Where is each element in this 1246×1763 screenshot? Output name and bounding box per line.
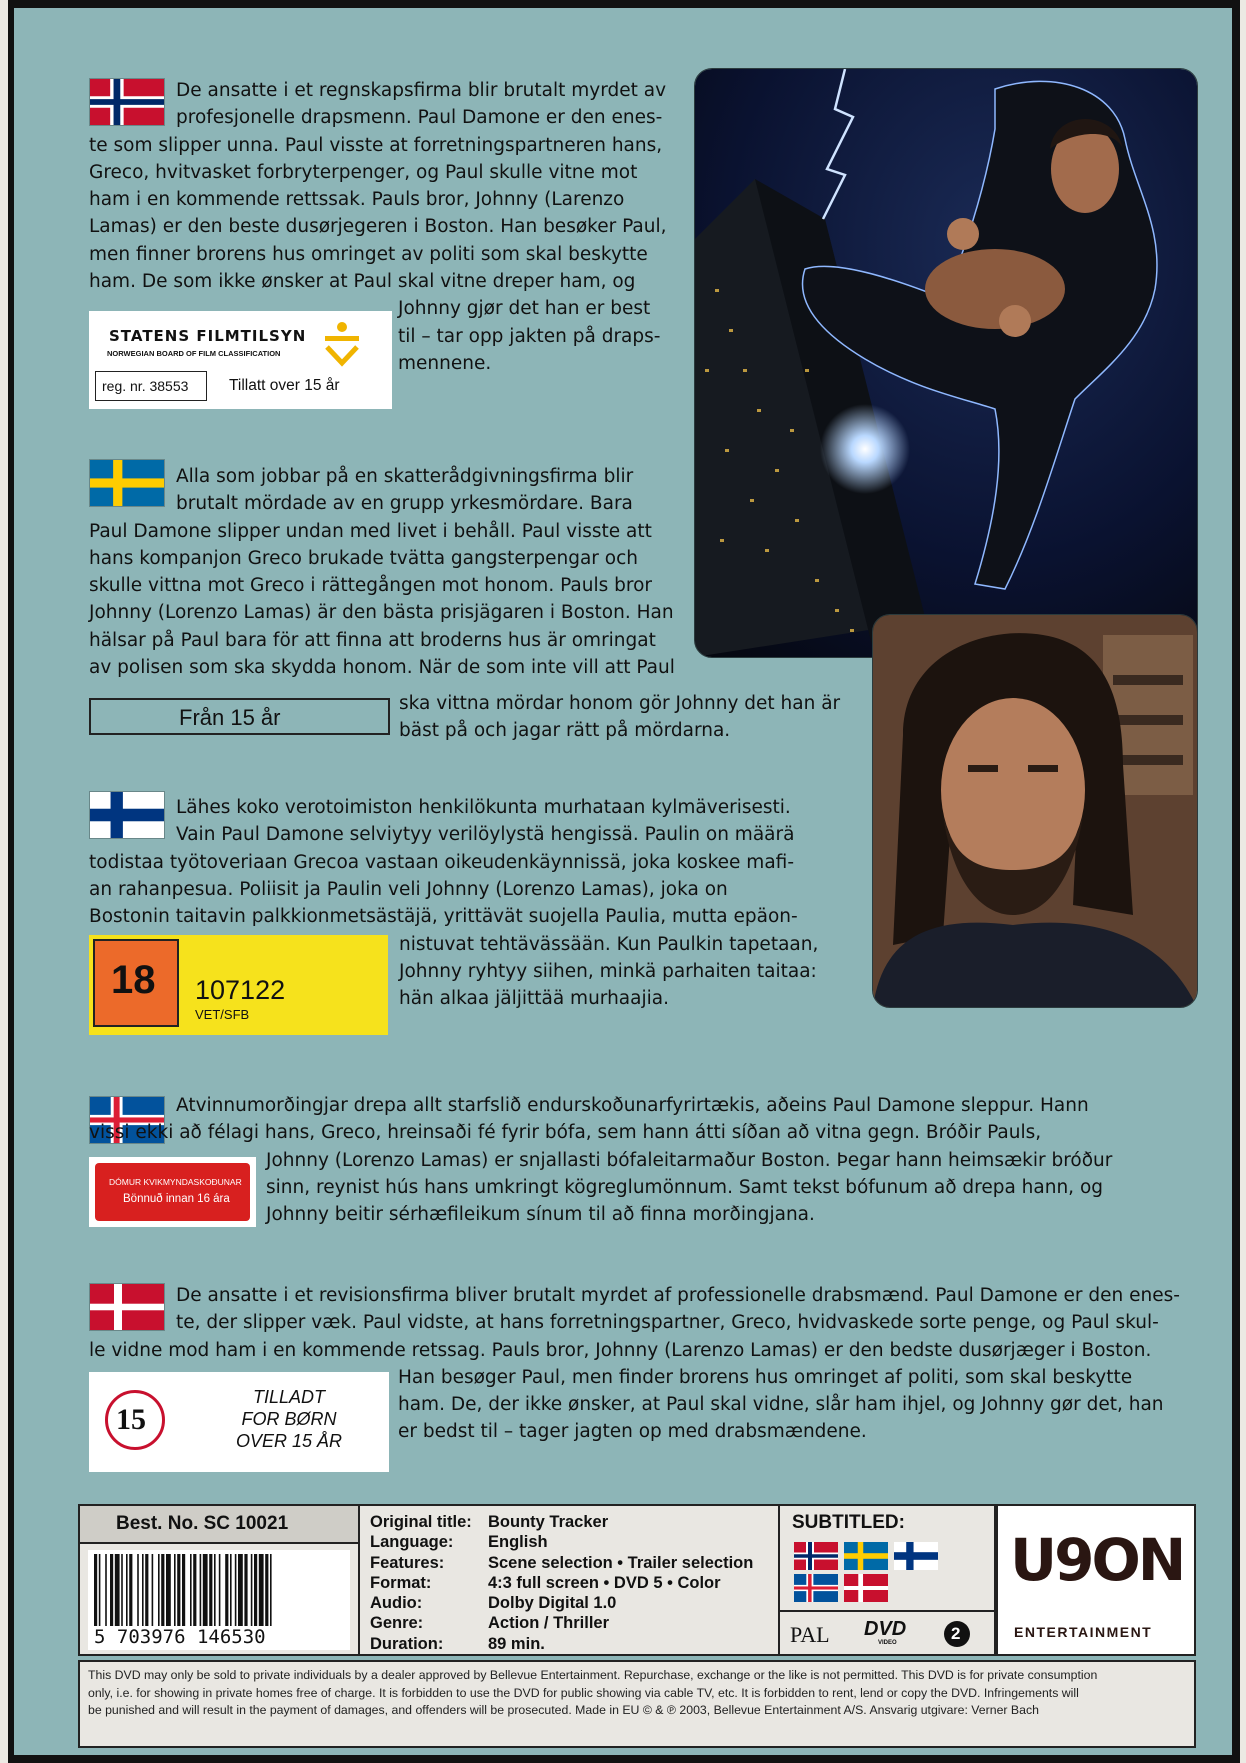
barcode-bar — [203, 1554, 208, 1626]
rating-age: Från 15 år — [179, 705, 281, 730]
disclaimer — [78, 1660, 1196, 1748]
barcode-bar — [177, 1554, 180, 1626]
rating-age: Tillatt over 15 år — [229, 377, 340, 394]
barcode-icon — [88, 1554, 350, 1626]
barcode-bar — [244, 1554, 247, 1626]
subtitles-cell — [778, 1504, 996, 1656]
text-line: ska vittna mördar honom gör Johnny det han är — [399, 693, 841, 714]
text-line: nistuvat tehtävässään. Kun Paulkin tapetaan, — [399, 933, 819, 955]
detail-value: Dolby Digital 1.0 — [488, 1594, 617, 1613]
danish-synopsis — [176, 1282, 1180, 1337]
icelandic-synopsis-right — [266, 1147, 1112, 1229]
barcode-bar — [121, 1554, 123, 1626]
rating-number: 107122 — [195, 975, 286, 1005]
text-line: men finner brorens hus omringet av politi som skal beskytte — [89, 243, 648, 265]
barcode-bar — [174, 1554, 176, 1626]
rating-age: 18 — [111, 958, 156, 1002]
barcode-bar — [129, 1554, 132, 1626]
text-line: er bedst til – tager jagten op med drabsmændene. — [398, 1421, 867, 1443]
disclaimer-line: only, i.e. for showing in private homes free of charge. It is forbidden to use the DVD for public showing via cable TV, etc. It is forbidden to rent, lend or copy the DVD. Infringements will — [88, 1685, 1079, 1700]
danish-rating-label — [89, 1372, 389, 1472]
subtitle-sweden-flag-icon — [844, 1542, 888, 1570]
barcode-bar — [265, 1554, 268, 1626]
subtitle-denmark-flag-icon — [844, 1574, 888, 1602]
denmark-flag — [89, 1283, 165, 1331]
detail-label: Original title: — [370, 1513, 472, 1531]
dvd-logo-sub: VIDEO — [878, 1640, 897, 1646]
region-2-icon — [944, 1621, 970, 1647]
swedish-synopsis-cont — [89, 518, 675, 682]
text-line: brutalt mördade av en grupp yrkesmördare. Bara — [176, 493, 633, 515]
details-cell — [360, 1504, 778, 1656]
barcode-bar — [110, 1554, 113, 1626]
format-strip — [780, 1610, 994, 1656]
reg-number-box — [95, 371, 207, 401]
text-line: Han besøger Paul, men finder brorens hus omringet af politi, som skal beskytte — [398, 1366, 1133, 1388]
text-line: todistaa työtoveriaan Grecoa vastaan oikeudenkäynnissä, joka koskee mafi- — [89, 851, 794, 873]
finnish-synopsis-right — [399, 931, 818, 1013]
barcode-bg — [88, 1550, 350, 1650]
reg-number: reg. nr. 38553 — [102, 378, 189, 394]
detail-label: Format: — [370, 1573, 432, 1592]
catalog-number: Best. No. SC 10021 — [116, 1513, 289, 1534]
age-badge — [93, 939, 179, 1027]
detail-value: Action / Thriller — [488, 1614, 610, 1633]
text-line: av polisen som ska skydda honom. När de som inte vill att Paul — [89, 657, 675, 679]
rating-org: STATENS FILMTILSYN — [109, 327, 307, 345]
rating-org-en: NORWEGIAN BOARD OF FILM CLASSIFICATION — [107, 349, 281, 358]
best-no-strip — [80, 1506, 358, 1544]
subtitle-iceland-flag-icon — [794, 1574, 838, 1602]
detail-value: English — [488, 1533, 548, 1552]
text-line: ham i en kommende rettssak. Pauls bror, Johnny (Larenzo — [89, 189, 625, 211]
rating-org: VET/SFB — [195, 1007, 250, 1022]
barcode-bar — [209, 1554, 212, 1626]
text-line: Lähes koko verotoimiston henkilökunta murhataan kylmäverisesti. — [176, 797, 791, 818]
detail-value: 4:3 full screen • DVD 5 • Color — [488, 1573, 721, 1592]
subtitled-label: SUBTITLED: — [792, 1512, 905, 1533]
text-line: Greco, hvitvasket forbryterpenger, og Paul skulle vitne mot — [89, 161, 638, 183]
finnish-rating-label — [89, 935, 388, 1035]
barcode-bar — [270, 1554, 272, 1626]
text-line: profesjonelle drapsmenn. Paul Damone er den enes- — [176, 107, 663, 129]
text-line: Bostonin taitavin palkkionmetsästäjä, yrittävät suojella Paulia, mutta epäon- — [89, 906, 798, 928]
barcode-bar — [225, 1554, 228, 1626]
publisher-logo: U9ON — [1010, 1526, 1184, 1594]
age-circle — [105, 1390, 165, 1450]
portrait-photo — [872, 614, 1198, 1008]
text-line: De ansatte i et revisionsfirma bliver brutalt myrdet af professionelle drabsmænd. Paul Damone er den enes- — [176, 1285, 1180, 1306]
publisher-cell — [996, 1504, 1196, 1656]
text-line: ham. De, der ikke ønsker, at Paul skal vidne, slår ham ihjel, og Johnny gør det, han — [398, 1394, 1164, 1416]
text-line: sinn, reynist hús hans umkringt kögreglumönnum. Samt tekst bófunum að drepa hann, og — [266, 1176, 1104, 1198]
text-line: le vidne mod ham i en kommende retssag. Pauls bror, Johnny (Larenzo Lamas) er den bedste dusørjæger i Boston. — [89, 1339, 1152, 1361]
text-line: te, der slipper væk. Paul vidste, at hans forretningspartner, Greco, hvidvaskede sorte penge, og Paul skul- — [176, 1312, 1159, 1334]
barcode-bar — [166, 1554, 171, 1626]
rating-inner — [95, 1163, 250, 1221]
text-line: Alla som jobbar på en skatterådgivningsfirma blir — [176, 466, 634, 487]
barcode-bar — [214, 1554, 216, 1626]
rating-line: TILLADT — [252, 1387, 326, 1407]
icelandic-rating-label — [89, 1157, 256, 1227]
barcode-bar — [126, 1554, 128, 1626]
barcode-bar — [99, 1554, 101, 1626]
rating-age: 15 — [116, 1403, 146, 1436]
rating-text — [199, 1386, 379, 1452]
rating-line: OVER 15 ÅR — [235, 1431, 343, 1451]
barcode-digits: 5 703976 146530 — [94, 1626, 266, 1648]
barcode-bar — [259, 1554, 264, 1626]
dvd-logo-text: DVD — [864, 1618, 907, 1640]
disclaimer-line: This DVD may only be sold to private individuals by a dealer approved by Bellevue Entertainment. Repurchase, exchange or the like is not permitted. This DVD is for private consumption — [88, 1668, 1098, 1682]
text-line: Paul Damone slipper undan med livet i behåll. Paul visste att — [89, 520, 652, 542]
detail-value: Bounty Tracker — [488, 1513, 609, 1531]
rating-age: Bönnuð innan 16 ára — [123, 1193, 230, 1205]
action-photo — [694, 68, 1198, 658]
text-line: hans kompanjon Greco brukade tvätta gangsterpengar och — [89, 547, 638, 569]
icelandic-synopsis-cont — [89, 1119, 1041, 1146]
swedish-synopsis-right — [399, 690, 840, 745]
region-number: 2 — [951, 1624, 961, 1643]
barcode-bar — [193, 1554, 196, 1626]
barcode-bar — [238, 1554, 243, 1626]
barcode-bar — [254, 1554, 257, 1626]
finland-flag — [89, 791, 165, 839]
sweden-flag — [89, 459, 165, 507]
barcode-bar — [145, 1554, 148, 1626]
barcode-bar — [251, 1554, 253, 1626]
text-line: Johnny beitir sérhæfileikum sínum til að finna morðingjana. — [266, 1204, 815, 1226]
text-line: skulle vittna mot Greco i rättegången mot honom. Pauls bror — [89, 575, 652, 597]
detail-value: 89 min. — [488, 1634, 545, 1653]
dvd-video-logo-icon — [864, 1618, 930, 1650]
detail-label: Language: — [370, 1533, 454, 1552]
text-line: Lamas) er den beste dusørjegeren i Boston. Han besøker Paul, — [89, 216, 667, 238]
text-line: bäst på och jagar rätt på mördarna. — [399, 720, 731, 742]
text-line: De ansatte i et regnskapsfirma blir brutalt myrdet av — [176, 80, 667, 101]
rating-line: FOR BØRN — [241, 1409, 337, 1429]
norwegian-synopsis-cont — [89, 132, 666, 296]
detail-label: Audio: — [370, 1594, 423, 1613]
text-line: vissi ekki að félagi hans, Greco, hreinsaði fé fyrir bófa, sem hann átti síðan að vitna gegn. Bróðir Pauls, — [89, 1122, 1042, 1144]
details-values — [488, 1512, 753, 1654]
text-line: ham. De som ikke ønsker at Paul skal vitne dreper ham, og — [89, 271, 636, 293]
norwegian-rating-label — [89, 311, 392, 409]
text-line: Johnny ryhtyy siihen, minkä parhaiten taitaa: — [399, 960, 817, 982]
text-line: mennene. — [398, 352, 492, 374]
norwegian-synopsis-right — [398, 295, 660, 377]
barcode-bar — [158, 1554, 160, 1626]
barcode-bar — [105, 1554, 107, 1626]
text-line: til – tar opp jakten på draps- — [398, 325, 661, 347]
barcode-bar — [219, 1554, 221, 1626]
text-line: Atvinnumorðingjar drepa allt starfslið endurskoðunarfyrirtækis, aðeins Paul Damone sleppur. Hann — [176, 1095, 1089, 1116]
catalog-cell — [78, 1504, 360, 1656]
text-line: te som slipper unna. Paul visste at forretningspartneren hans, — [89, 134, 663, 156]
text-line: hälsar på Paul bara för att finna att broderns hus är omringat — [89, 629, 656, 651]
barcode-bar — [190, 1554, 192, 1626]
danish-synopsis-cont — [89, 1337, 1151, 1364]
disclaimer-line: be punished and will result in the payment of damages, and offenders will be prosecuted. Made in EU © & ℗ 2003, Bellevue Entertainment A/S. Ansvarig utgivare: Verner Bach — [88, 1703, 1039, 1717]
barcode-bar — [115, 1554, 120, 1626]
details-labels — [370, 1512, 472, 1654]
swedish-rating-label — [89, 698, 390, 735]
barcode-bar — [182, 1554, 185, 1626]
danish-synopsis-right — [398, 1364, 1164, 1446]
detail-label: Features: — [370, 1553, 445, 1572]
filmtilsyn-logo-icon — [321, 319, 363, 369]
rating-org: DÓMUR KVIKMYNDASKOÐUNAR — [109, 1177, 242, 1187]
text-line: hän alkaa jäljittää murhaajia. — [399, 988, 669, 1010]
text-line: an rahanpesua. Poliisit ja Paulin veli Johnny (Lorenzo Lamas), joka on — [89, 878, 728, 900]
text-line: Vain Paul Damone selviytyy verilöylystä hengissä. Paulin on määrä — [176, 824, 795, 846]
barcode-bar — [235, 1554, 237, 1626]
barcode-bar — [142, 1554, 144, 1626]
barcode-bar — [152, 1554, 154, 1626]
subtitle-norway-flag-icon — [794, 1542, 838, 1570]
finnish-synopsis-cont — [89, 849, 798, 931]
pal-label: PAL — [790, 1622, 830, 1647]
detail-label: Duration: — [370, 1634, 444, 1653]
swedish-synopsis — [176, 463, 633, 518]
finnish-synopsis — [176, 794, 794, 849]
text-line: Johnny (Lorenzo Lamas) er snjallasti bófaleitarmaður Boston. Þegar hann heimsækir bróður — [266, 1149, 1113, 1171]
icelandic-synopsis — [176, 1092, 1089, 1119]
detail-value: Scene selection • Trailer selection — [488, 1553, 754, 1572]
barcode-bar — [161, 1554, 164, 1626]
barcode-bar — [137, 1554, 139, 1626]
subtitle-finland-flag-icon — [894, 1542, 938, 1570]
text-line: Johnny gjør det han er best — [398, 298, 651, 320]
norway-flag — [89, 78, 165, 126]
barcode-bar — [200, 1554, 202, 1626]
barcode-bar — [94, 1554, 97, 1626]
detail-label: Genre: — [370, 1614, 424, 1633]
barcode-bar — [230, 1554, 232, 1626]
norwegian-synopsis — [176, 77, 666, 132]
text-line: Johnny (Lorenzo Lamas) är den bästa prisjägaren i Boston. Han — [89, 602, 674, 624]
publisher-logo-sub: ENTERTAINMENT — [1014, 1624, 1153, 1640]
